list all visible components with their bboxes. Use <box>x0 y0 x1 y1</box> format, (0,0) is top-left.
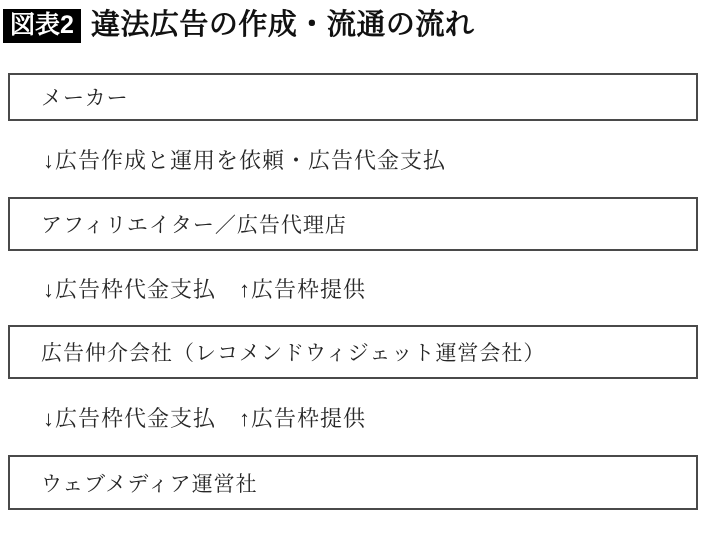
flow-box-affiliate-agency <box>8 197 698 251</box>
flow-connector-3-label: ↓広告枠代金支払 ↑広告枠提供 <box>43 405 367 431</box>
flow-box-ad-intermediary <box>8 325 698 379</box>
flow-connector-1-label: ↓広告作成と運用を依頼・広告代金支払 <box>43 147 447 173</box>
flow-box-maker-label: メーカー <box>41 86 129 110</box>
figure-number-badge: 図表2 <box>3 9 81 43</box>
figure-title: 違法広告の作成・流通の流れ <box>90 9 475 42</box>
flow-connector-3 <box>8 379 698 455</box>
flow-box-maker <box>8 73 698 121</box>
flow-connector-2-label: ↓広告枠代金支払 ↑広告枠提供 <box>43 276 367 302</box>
figure-header <box>0 0 710 46</box>
flow-box-web-media <box>8 455 698 510</box>
flow-box-web-media-label: ウェブメディア運営社 <box>41 471 258 496</box>
flow-box-affiliate-agency-label: アフィリエイター／広告代理店 <box>41 213 347 237</box>
flow-diagram <box>8 73 698 510</box>
flow-connector-1 <box>8 121 698 197</box>
flow-connector-2 <box>8 251 698 325</box>
flow-box-ad-intermediary-label: 広告仲介会社（レコメンドウィジェット運営会社） <box>41 341 546 365</box>
